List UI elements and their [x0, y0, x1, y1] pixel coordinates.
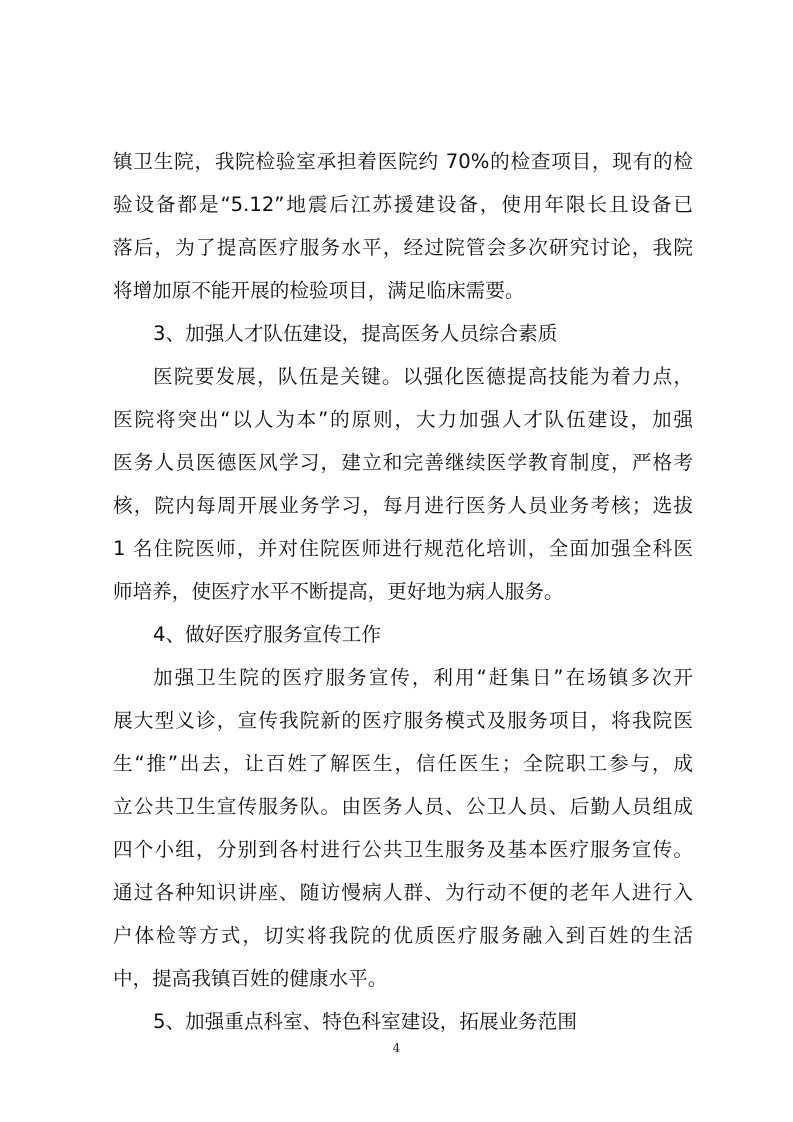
- page-number: 4: [392, 1041, 401, 1055]
- text-line: 将增加原不能开展的检验项目，满足临床需要。: [113, 279, 525, 302]
- text-line: 通过各种知识讲座、随访慢病人群、为行动不便的老年人进行入: [113, 881, 693, 904]
- text-line: 户体检等方式，切实将我院的优质医疗服务融入到百姓的生活: [113, 924, 693, 947]
- text-line: 展大型义诊，宣传我院新的医疗服务模式及服务项目，将我院医: [113, 709, 693, 732]
- text-line: 加强卫生院的医疗服务宣传，利用“赶集日”在场镇多次开: [153, 666, 693, 689]
- section-heading: 5、加强重点科室、特色科室建设，拓展业务范围: [153, 1010, 577, 1033]
- section-heading: 3、加强人才队伍建设，提高医务人员综合素质: [153, 322, 558, 345]
- text-line: 验设备都是“5.12”地震后江苏援建设备，使用年限长且设备已: [113, 193, 693, 216]
- text-line: 镇卫生院，我院检验室承担着医院约 70%的检查项目，现有的检: [113, 150, 693, 173]
- text-line: 医院要发展，队伍是关键。以强化医德提高技能为着力点，: [153, 365, 693, 388]
- text-line: 落后，为了提高医疗服务水平，经过院管会多次研究讨论，我院: [113, 236, 693, 259]
- text-line: 医院将突出“以人为本”的原则，大力加强人才队伍建设，加强: [113, 408, 693, 431]
- text-line: 四个小组，分别到各村进行公共卫生服务及基本医疗服务宣传。: [113, 838, 693, 861]
- text-line: 中，提高我镇百姓的健康水平。: [113, 967, 388, 990]
- text-line: 立公共卫生宣传服务队。由医务人员、公卫人员、后勤人员组成: [113, 795, 693, 818]
- text-line: 医务人员医德医风学习，建立和完善继续医学教育制度，严格考: [113, 451, 693, 474]
- section-heading: 4、做好医疗服务宣传工作: [153, 623, 381, 646]
- text-line: 师培养，使医疗水平不断提高，更好地为病人服务。: [113, 580, 564, 603]
- text-line: 核，院内每周开展业务学习，每月进行医务人员业务考核；选拔: [113, 494, 693, 517]
- text-line: 生“推”出去，让百姓了解医生，信任医生；全院职工参与，成: [113, 752, 693, 775]
- text-line: 1 名住院医师，并对住院医师进行规范化培训，全面加强全科医: [113, 537, 693, 560]
